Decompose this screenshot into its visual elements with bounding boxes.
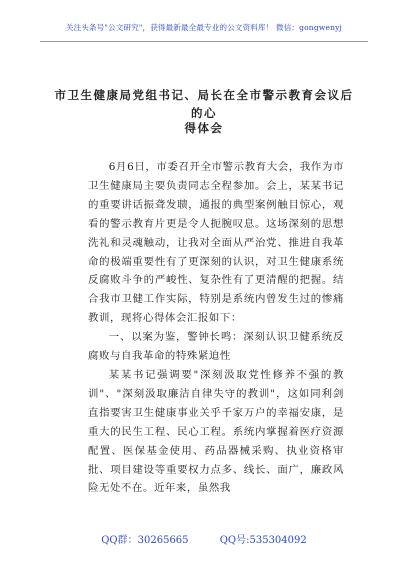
section-heading: 一、以案为鉴，警钟长鸣：深刻认识卫健系统反腐败与自我革命的特殊紧迫性 [88,331,344,363]
qq-number: QQ号:535304092 [219,535,307,546]
document-title-line-2: 得体会 [184,121,224,135]
qq-group-number: QQ群：30265665 [101,535,189,546]
document-title-line-1: 市卫生健康局党组书记、局长在全市警示教育会议后的心 [54,88,354,120]
body-paragraph: 6月6日，市委召开全市警示教育大会，我作为市卫生健康局主要负责同志全程参加。会上，某某书记的重要讲话振聋发聩，通报的典型案例触目惊心，观看的警示教育片更是令人扼腕叹息。这场深刻的思想洗礼和灵魂触动，让我对全面从严治党、推进自我革命的极端重要性有了更深刻的认识，对卫生健康系统反腐败斗争的严峻性、复杂性有了更清醒的把握。结合我市卫健工作实际，特别是系统内曾发生过的惨痛教训，现将心得体会汇报如下： [88,161,344,325]
document-body [88,158,344,498]
header-divider [40,41,368,42]
page-footer [0,531,408,546]
body-paragraph: 某某书记强调要"深刻汲取党性修养不强的教训"、"深刻汲取廉洁自律失守的教训"，这如同利剑直指要害卫生健康事业关乎千家万户的幸福安康，是重大的民生工程、民心工程。系统内掌握着医疗资源配置、医保基金使用、药品器械采购、执业资格审批、项目建设等重要权力点多、线长、面广，廉政风险无处不在。近年来，虽然我 [88,368,344,495]
page-header: 关注头条号"公文研究"，获得最新最全最专业的公文资料库！ 微信：gongwenyj [65,23,343,32]
